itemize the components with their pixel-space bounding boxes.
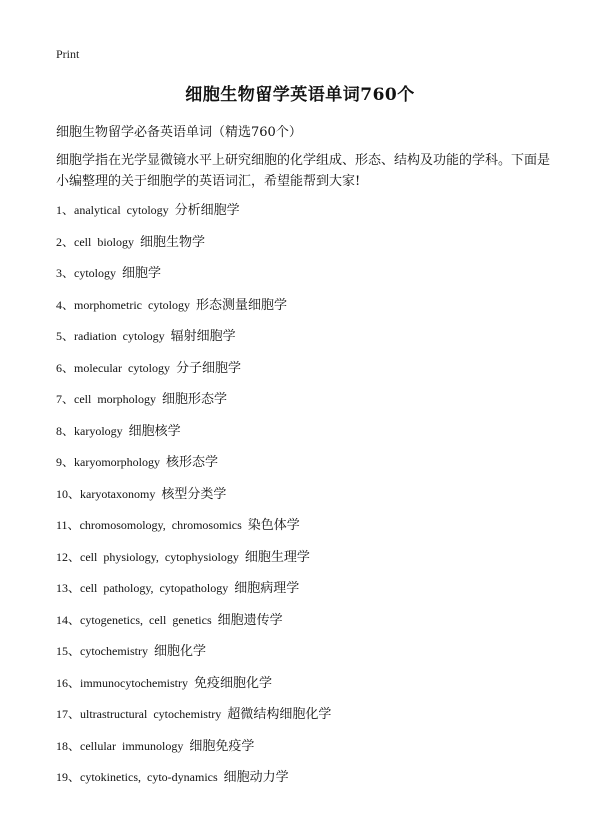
- print-link[interactable]: Print: [56, 47, 80, 61]
- term-item: [56, 637, 556, 669]
- term-number: 17、: [56, 707, 81, 721]
- term-english: karyomorphology: [74, 455, 161, 469]
- term-english: immunocytochemistry: [80, 675, 188, 690]
- intro-paragraph: 细胞学指在光学显微镜水平上研究细胞的化学组成、形态、结构及功能的学科。下面是小编整理的关于细胞学的英语词汇，希望能帮到大家!: [56, 153, 551, 189]
- term-item: [56, 543, 556, 575]
- term-english: analytical cytology: [74, 203, 169, 217]
- term-number: 16、: [56, 675, 81, 690]
- term-item: [56, 763, 556, 795]
- term-number: 18、: [56, 738, 81, 753]
- term-number: 12、: [56, 549, 81, 564]
- term-number: 14、: [56, 612, 81, 627]
- term-number: 11、: [56, 518, 80, 532]
- term-chinese: 细胞免疫学: [189, 738, 255, 754]
- term-chinese: 辐射细胞学: [170, 329, 236, 344]
- term-list: [56, 196, 556, 795]
- term-chinese: 细胞遗传学: [217, 612, 283, 628]
- term-english: cytokinetics, cyto-dynamics: [80, 770, 218, 784]
- term-english: molecular cytology: [74, 360, 170, 375]
- subtitle: 细胞生物留学必备英语单词（精选760个）: [56, 125, 302, 140]
- term-english: ultrastructural cytochemistry: [80, 707, 222, 721]
- term-english: cell morphology: [74, 392, 156, 406]
- term-chinese: 超微结构细胞化学: [227, 707, 332, 722]
- term-chinese: 细胞化学: [154, 644, 207, 659]
- term-number: 9、: [56, 455, 75, 469]
- term-item: [56, 417, 556, 449]
- term-number: 2、: [56, 234, 75, 249]
- term-chinese: 细胞动力学: [223, 770, 289, 785]
- term-chinese: 细胞病理学: [234, 581, 300, 596]
- term-english: cell physiology, cytophysiology: [80, 549, 239, 564]
- term-item: [56, 700, 556, 732]
- term-english: karyology: [74, 423, 123, 438]
- term-item: [56, 385, 556, 417]
- term-english: cytology: [74, 266, 117, 280]
- term-number: 3、: [56, 266, 75, 280]
- term-chinese: 核型分类学: [161, 486, 227, 502]
- term-item: [56, 511, 556, 543]
- term-item: [56, 480, 556, 512]
- term-chinese: 细胞形态学: [162, 392, 228, 407]
- term-number: 10、: [56, 486, 81, 501]
- term-item: [56, 228, 556, 260]
- term-english: karyotaxonomy: [80, 486, 156, 501]
- term-number: 4、: [56, 297, 75, 312]
- term-chinese: 形态测量细胞学: [196, 297, 288, 313]
- term-number: 5、: [56, 329, 75, 343]
- term-chinese: 细胞核学: [128, 423, 181, 439]
- term-chinese: 分析细胞学: [174, 203, 240, 218]
- term-item: [56, 354, 556, 386]
- term-number: 6、: [56, 360, 75, 375]
- term-number: 8、: [56, 423, 75, 438]
- term-chinese: 核形态学: [166, 455, 219, 470]
- term-number: 13、: [56, 581, 81, 595]
- term-english: morphometric cytology: [74, 297, 190, 312]
- page-title: 细胞生物留学英语单词760个: [185, 85, 415, 105]
- term-chinese: 细胞生理学: [244, 549, 310, 565]
- term-item: [56, 291, 556, 323]
- term-item: [56, 574, 556, 606]
- term-chinese: 免疫细胞化学: [194, 675, 273, 691]
- term-chinese: 细胞生物学: [140, 234, 206, 250]
- term-item: [56, 196, 556, 228]
- term-english: cell biology: [74, 234, 135, 249]
- term-chinese: 染色体学: [247, 518, 300, 533]
- term-english: radiation cytology: [74, 329, 165, 343]
- term-item: [56, 322, 556, 354]
- term-item: [56, 732, 556, 764]
- term-english: cellular immunology: [80, 738, 184, 753]
- term-english: cytogenetics, cell genetics: [80, 612, 212, 627]
- term-item: [56, 606, 556, 638]
- term-number: 15、: [56, 644, 81, 658]
- term-chinese: 细胞学: [122, 266, 162, 281]
- term-number: 19、: [56, 770, 81, 784]
- term-number: 7、: [56, 392, 75, 406]
- term-number: 1、: [56, 203, 75, 217]
- term-english: cytochemistry: [80, 644, 148, 658]
- term-english: cell pathology, cytopathology: [80, 581, 229, 595]
- term-item: [56, 669, 556, 701]
- term-chinese: 分子细胞学: [176, 360, 242, 376]
- term-item: [56, 259, 556, 291]
- term-english: chromosomology, chromosomics: [79, 518, 242, 532]
- term-item: [56, 448, 556, 480]
